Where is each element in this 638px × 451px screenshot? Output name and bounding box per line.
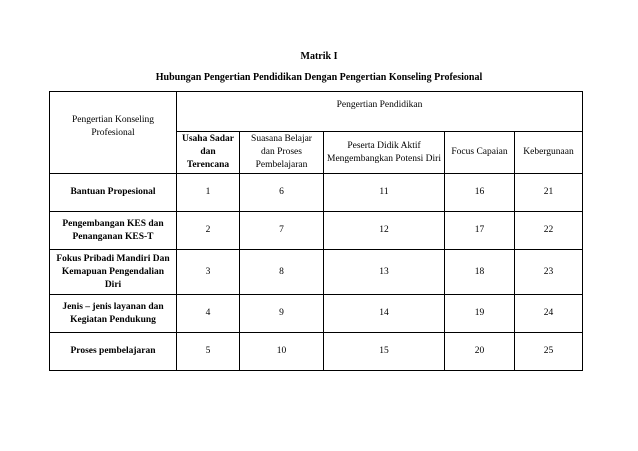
document-title: Matrik I xyxy=(300,51,338,62)
table-cell: 16 xyxy=(445,174,515,212)
table-row xyxy=(50,250,583,295)
table-cell: 6 xyxy=(240,174,324,212)
row-label: Pengembangan KES dan Penanganan KES-T xyxy=(50,212,177,250)
table-cell: 15 xyxy=(324,333,445,371)
row-label: Jenis – jenis layanan dan Kegiatan Pendukung xyxy=(50,295,177,333)
table-cell: 17 xyxy=(445,212,515,250)
table-cell: 3 xyxy=(177,250,240,295)
column-header: Usaha Sadar dan Terencana xyxy=(177,132,240,174)
table-cell: 24 xyxy=(515,295,583,333)
table-cell: 25 xyxy=(515,333,583,371)
table-cell: 23 xyxy=(515,250,583,295)
table-cell: 19 xyxy=(445,295,515,333)
table-row xyxy=(50,174,583,212)
column-header: Kebergunaan xyxy=(515,132,583,174)
table-cell: 18 xyxy=(445,250,515,295)
row-label: Bantuan Propesional xyxy=(50,174,177,212)
table-cell: 12 xyxy=(324,212,445,250)
table-cell: 1 xyxy=(177,174,240,212)
table-cell: 4 xyxy=(177,295,240,333)
table-cell: 14 xyxy=(324,295,445,333)
table-cell: 9 xyxy=(240,295,324,333)
table-cell: 22 xyxy=(515,212,583,250)
row-label: Fokus Pribadi Mandiri Dan Kemapuan Pengendalian Diri xyxy=(50,250,177,295)
table-cell: 10 xyxy=(240,333,324,371)
column-header: Suasana Belajar dan Proses Pembelajaran xyxy=(240,132,324,174)
table-cell: 8 xyxy=(240,250,324,295)
table-cell: 20 xyxy=(445,333,515,371)
row-label: Proses pembelajaran xyxy=(50,333,177,371)
table-row xyxy=(50,333,583,371)
table-cell: 11 xyxy=(324,174,445,212)
table-cell: 13 xyxy=(324,250,445,295)
document-subtitle: Hubungan Pengertian Pendidikan Dengan Pengertian Konseling Profesional xyxy=(155,72,483,83)
table-cell: 21 xyxy=(515,174,583,212)
relationship-matrix-table xyxy=(49,91,583,371)
column-group-header: Pengertian Pendidikan xyxy=(177,92,583,132)
header-row-group xyxy=(50,92,583,132)
table-cell: 2 xyxy=(177,212,240,250)
table-row xyxy=(50,295,583,333)
row-header-cell: Pengertian Konseling Profesional xyxy=(50,92,177,174)
table-cell: 5 xyxy=(177,333,240,371)
column-header: Peserta Didik Aktif Mengembangkan Potensi Diri xyxy=(324,132,445,174)
column-header: Focus Capaian xyxy=(445,132,515,174)
table-cell: 7 xyxy=(240,212,324,250)
table-row xyxy=(50,212,583,250)
